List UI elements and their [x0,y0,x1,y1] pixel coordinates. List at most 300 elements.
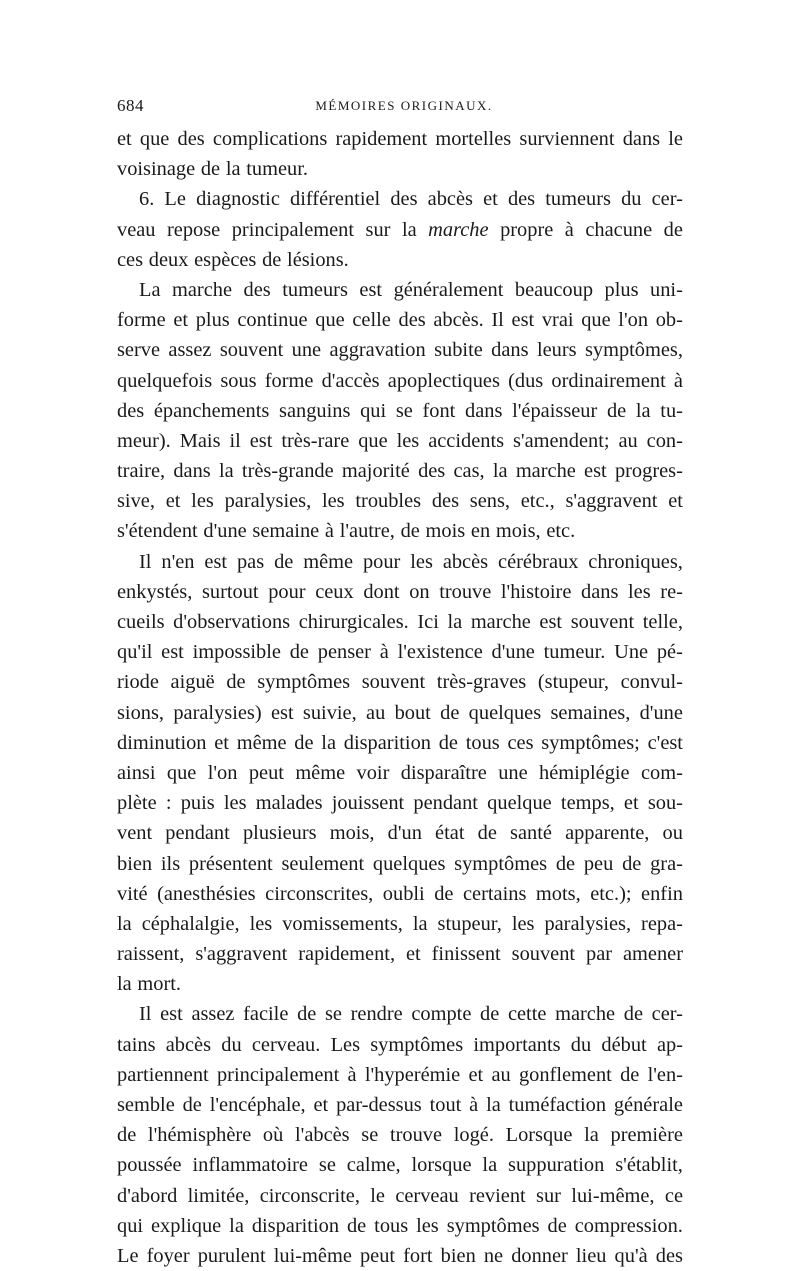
word: lui-même, [571,1184,655,1207]
word: convul- [620,671,683,694]
word: cérébraux [498,550,579,573]
word: surtout [201,580,259,603]
word: principalement [231,218,355,241]
word: abcès. [433,309,484,332]
word: progres- [614,460,683,483]
word: traire, [117,460,166,483]
word: du [221,1033,242,1056]
word: les [249,912,273,935]
word: en [470,520,491,543]
word: première [610,1124,683,1147]
word: des [507,188,536,211]
word: même [303,550,354,573]
word: d'une [491,641,535,664]
body-text [117,124,683,1271]
text-line [117,1090,683,1120]
word: sous [220,369,257,392]
text-line [117,758,683,788]
word: abcès [165,1033,212,1056]
word: ces [117,248,144,271]
word: de [606,399,627,422]
word: finissent [431,943,501,966]
word: La [139,278,161,301]
text-line [117,969,683,999]
word: est [249,429,273,452]
word: disparition [343,731,431,754]
word: les [321,490,345,513]
word: des [398,309,426,332]
word: la [117,973,132,996]
word: des [655,1244,683,1267]
word: même [236,731,287,754]
word: au [491,1063,511,1086]
word: des [418,460,446,483]
word: vité [117,882,148,905]
word: sur [536,1184,561,1207]
word: chirurgicales. [298,611,409,633]
word: de [262,248,282,271]
word: Le [117,1244,139,1267]
word: importants [473,1033,561,1056]
text-line [117,698,683,728]
word: tout [429,1094,462,1116]
word: on [409,580,430,603]
text-line [117,245,683,275]
text-line [117,366,683,396]
word: foyer [146,1244,190,1267]
text-line [117,1150,683,1180]
word: bout [394,701,431,724]
word: il [229,429,241,452]
word: l'existence [397,641,483,664]
word: partiennent [117,1063,209,1086]
word: est [359,278,383,301]
word: tains [117,1033,156,1056]
word: présentent [188,852,273,875]
word: une [291,339,322,362]
word: disparition [251,1214,340,1237]
word: l'histoire [500,580,572,603]
word: marche [515,460,576,483]
word: l'autre, [339,520,395,543]
word: gra- [650,852,683,875]
page-number: 684 [117,96,144,115]
word: la [635,399,651,422]
word: facile [243,1003,289,1026]
word: de [440,701,460,724]
word: fort [403,1244,433,1267]
word: apparente, [565,822,650,845]
word: telle, [642,611,683,633]
word: semble [117,1094,175,1116]
word: sive, [117,490,155,513]
text-line [117,818,683,848]
word: ou [662,822,683,845]
word: quelques [468,701,542,724]
word: oubli [382,882,425,905]
word: des [117,399,145,422]
word: bien [440,1244,476,1267]
word: penser [317,641,371,664]
word: tumeur. [246,158,308,181]
word: qu'à [614,1244,648,1267]
word: cueils [117,611,165,633]
word: dans [465,399,503,422]
word: est [511,309,535,332]
word: les [416,1214,439,1237]
word: certains [463,882,527,905]
word: ob- [655,309,683,332]
word: malades [255,792,323,815]
word: pour [362,550,401,573]
word: de [663,218,683,241]
word: qui [117,1214,144,1237]
text-line [117,275,683,305]
word: paralysies, [224,490,312,513]
word: inflammatoire [192,1154,308,1177]
word: les [396,429,420,452]
word: de [294,731,314,754]
word: marche [428,218,489,241]
word: de [289,641,309,664]
word: serve [117,339,161,362]
word: pé- [656,641,683,664]
word: généralement [393,278,504,301]
word: d'une [639,701,683,724]
text-line [117,1241,683,1271]
word: beaucoup [514,278,594,301]
text-line [117,577,683,607]
word: aggravation [329,339,426,362]
word: celle [352,309,391,332]
word: que [315,309,345,332]
word: est [270,701,294,724]
word: marche [172,278,233,301]
word: la [492,460,508,483]
word: deux [148,248,189,271]
word: lieu [575,1244,607,1267]
word: au [366,701,386,724]
word: voir [356,761,390,784]
word: du [570,1033,592,1056]
word: une [498,761,528,784]
word: plusieurs [242,822,317,845]
word: leurs [536,339,577,362]
word: sanguins [279,399,351,422]
word: compte [411,1003,472,1026]
word: et [165,490,181,513]
word: céphalalgie, [141,912,240,935]
word: principalement [216,1063,340,1086]
word: complications [212,128,328,150]
word: jouissent [331,792,405,815]
word: suivie, [302,701,357,724]
word: de [480,1003,500,1026]
word: s'étendent [117,520,198,543]
word: Il [139,550,152,573]
word: stupeur, [437,912,502,935]
word: mois, [329,822,375,845]
word: à [469,1094,479,1116]
word: que [166,761,197,784]
word: n'en [161,550,195,573]
word: d'abord [117,1184,178,1207]
word: revient [469,1184,526,1207]
word: cas, [453,460,485,483]
word: enkystés, [117,580,193,603]
word: symptômes; [541,731,640,754]
word: temps, [560,792,615,815]
word: souvent [570,611,635,633]
word: l'on [618,309,649,332]
word: tous [374,1214,409,1237]
word: et [173,309,189,332]
word: de [547,1214,567,1237]
word: majorité [341,460,410,483]
word: qu'il [117,641,153,664]
word: l'encéphale, [209,1094,306,1116]
word: espèces [194,248,257,271]
word: de [477,822,497,845]
word: d'observations [173,611,291,633]
word: par [586,943,613,966]
word: se [324,1003,342,1026]
word: souvent [361,671,426,694]
word: les [511,912,535,935]
word: de [346,1214,367,1237]
word: veau [117,218,156,241]
word: est [539,611,563,633]
word: donner [511,1244,568,1267]
word: sou- [647,792,683,815]
word: seulement [281,852,365,875]
text-line [117,1181,683,1211]
word: quelquefois [117,369,213,392]
text-line [117,849,683,879]
word: repose [167,218,221,241]
text-line [117,1060,683,1090]
word: de [274,550,294,573]
text-line [117,788,683,818]
word: est [584,460,607,483]
text-line [117,154,683,184]
word: disparaître [400,761,487,784]
word: semaine [252,520,320,543]
word: à [564,218,574,241]
word: ordinairement [551,369,666,392]
word: riode [117,671,159,694]
word: explique [151,1214,222,1237]
word: se [395,399,413,422]
word: apoplectiques [387,369,500,392]
word: très-grande [241,460,334,483]
word: troubles [355,490,422,513]
word: cer- [651,188,683,211]
word: re- [660,580,683,603]
word: et [623,792,639,815]
word: propre [500,218,554,241]
word: des [390,188,418,211]
word: que [581,309,611,332]
word: que [139,128,170,150]
word: la [482,1154,498,1177]
word: souvent [511,943,576,966]
word: circonscrite, [259,1184,360,1207]
word: état [435,822,465,845]
word: générale [613,1094,683,1116]
word: lui-même [273,1244,352,1267]
word: s'établit, [615,1154,683,1177]
word: semaines, [550,701,631,724]
word: Lorsque [505,1124,573,1147]
word: poussée [117,1154,182,1177]
word: se [361,1124,379,1147]
text-line [117,547,683,577]
word: mort. [137,973,182,996]
word: l'abcès [294,1124,350,1147]
word: cette [507,1003,547,1026]
word: s'aggravent [195,943,288,966]
word: limitée, [187,1184,250,1207]
word: épanchements [153,399,270,422]
word: début [601,1033,647,1056]
word: Ici [417,611,439,633]
word: tumeurs [282,278,348,301]
word: assez [168,339,212,362]
word: plus [604,278,639,301]
word: souvent [219,339,284,362]
word: puis [180,792,215,815]
running-head [117,96,683,120]
word: de [622,852,642,875]
word: etc., [520,490,555,513]
word: la [412,912,428,935]
word: symptômes [446,1214,540,1237]
word: l'hémisphère [147,1124,252,1147]
word: l'épaisseur [512,399,598,422]
word: s'amendent; [512,429,610,452]
text-line [117,728,683,758]
word: des [243,278,271,301]
word: à [324,520,334,543]
word: Il [491,309,504,332]
word: santé [510,822,552,845]
word: sur [365,218,391,241]
word: abcès [442,550,489,573]
word: qui [360,399,387,422]
word: les [628,580,651,603]
text-line [117,607,683,637]
word: et [483,188,498,211]
word: très-rare [281,429,350,452]
word: d'une [203,520,247,543]
word: ainsi [117,761,156,784]
word: bien [117,852,153,875]
word: au [618,429,638,452]
word: ce [664,1184,683,1207]
word: les [410,550,433,573]
word: de [620,1063,640,1086]
word: voisinage [117,158,196,181]
word: de [434,882,454,905]
word: est [161,641,184,664]
word: Il [139,1003,152,1026]
text-line [117,879,683,909]
word: le [370,1184,385,1207]
word: pendant [165,822,230,845]
word: symptômes [454,852,548,875]
word: de [623,1003,643,1026]
text-line [117,305,683,335]
word: raissent, [117,943,185,966]
word: rapidement [335,128,428,150]
word: continue [237,309,308,332]
word: cerveau [395,1184,459,1207]
word: tu- [660,399,683,422]
word: la [117,912,132,935]
word: à [379,641,389,664]
word: surviennent [519,128,615,150]
word: ils [160,852,181,875]
word: lésions. [287,248,349,271]
word: et [214,731,229,754]
word: : [165,792,172,815]
word: mois [425,520,466,543]
word: assez [191,1003,235,1026]
word: (stupeur, [537,671,609,694]
word: (anesthésies [157,882,256,905]
word: peut [248,761,284,784]
word: pendant [413,792,478,815]
word: enfin [641,882,683,905]
text-line [117,184,683,214]
word: gonflement [518,1063,612,1086]
word: tous [465,731,500,754]
text-line [117,124,683,154]
word: quelques [372,852,446,875]
word: sens, [469,490,510,513]
word: d'accès [321,369,380,392]
word: ces [507,731,534,754]
word: l'en- [647,1063,683,1086]
text-line [117,1211,683,1241]
word: très-graves [436,671,527,694]
word: suppuration [508,1154,605,1177]
word: c'est [647,731,683,754]
word: la [401,218,417,241]
word: de [555,852,576,875]
word: purulent [197,1244,266,1267]
word: etc.); [590,882,632,905]
word: vrai [541,309,574,332]
word: lorsque [411,1154,472,1177]
word: forme [264,369,314,392]
text-line [117,1120,683,1150]
word: meur). [117,429,171,452]
word: symptômes, [584,339,683,362]
word: forme [117,309,166,332]
word: de [117,1124,137,1147]
word: la [225,158,241,181]
word: quelque [487,792,552,815]
text-line [117,486,683,516]
text-line [117,426,683,456]
word: vomissements, [282,912,403,935]
word: le [668,128,683,150]
word: d'un [387,822,422,845]
word: symptômes [257,671,351,694]
word: calme, [346,1154,401,1177]
